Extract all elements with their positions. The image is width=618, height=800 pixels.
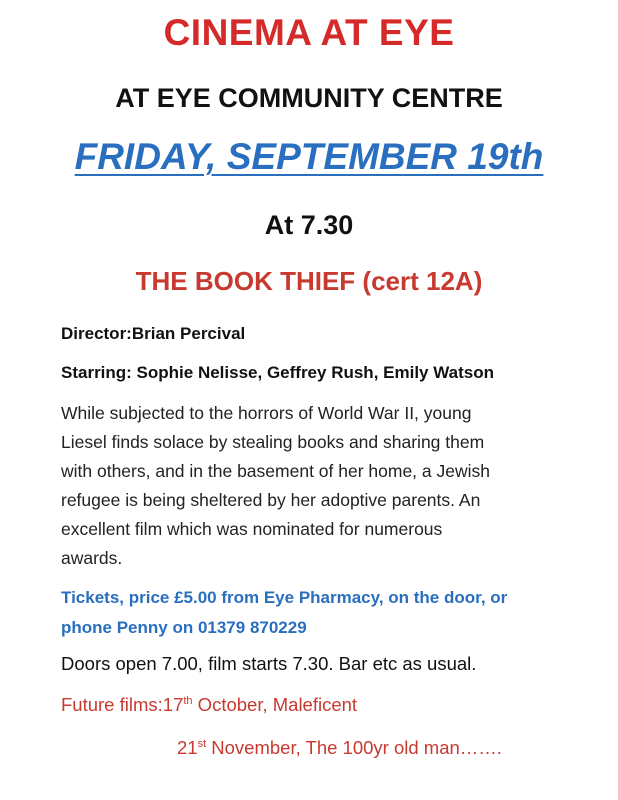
venue-heading: AT EYE COMMUNITY CENTRE [115,83,503,113]
synopsis-line: awards. [61,548,123,568]
tickets-line-1: Tickets, price £5.00 from Eye Pharmacy, on the door, or [61,588,508,607]
synopsis-line: While subjected to the horrors of World War II, young [61,403,472,423]
film-title: THE BOOK THIEF (cert 12A) [135,266,483,296]
starring-line: Starring: Sophie Nelisse, Geffrey Rush, Emily Watson [61,363,494,382]
time-heading: At 7.30 [264,210,354,240]
director-line: Director:Brian Percival [61,324,246,343]
future-label: Future films: [61,694,163,715]
synopsis-line: with others, and in the basement of her home, a Jewish [61,461,490,481]
synopsis-line: refugee is being sheltered by her adoptive parents. An [61,490,481,510]
synopsis-line: excellent film which was nominated for numerous [61,519,443,539]
tickets-info [61,583,581,643]
future-first-suffix: th [183,694,193,707]
synopsis [61,399,561,573]
future-first-day: 17 [162,694,184,715]
poster-title: CINEMA AT EYE [163,12,455,53]
future-films-first [61,694,357,716]
synopsis-line: Liesel finds solace by stealing books and sharing them [61,432,485,452]
tickets-line-2: phone Penny on 01379 870229 [61,618,307,637]
future-second-rest: November, The 100yr old man……. [206,737,502,758]
future-first-rest: October, Maleficent [192,694,358,715]
date-heading [0,136,618,178]
future-second-suffix: st [197,737,207,750]
future-second-day: 21 [177,737,198,758]
date-text: FRIDAY, SEPTEMBER 19th [74,136,544,177]
doors-info: Doors open 7.00, film starts 7.30. Bar etc as usual. [61,653,477,674]
future-films-second [177,737,502,759]
